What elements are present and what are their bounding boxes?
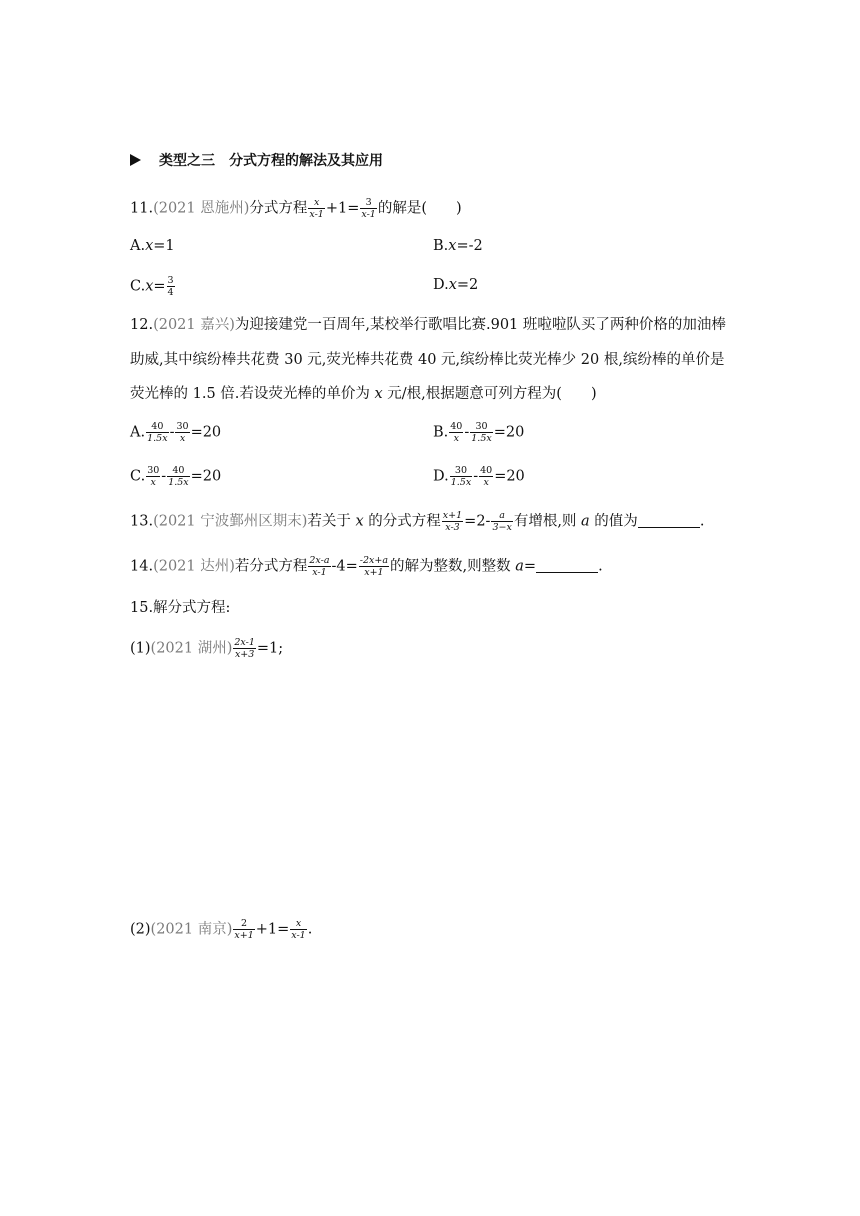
q13-text: 若关于: [307, 513, 356, 530]
operator: -: [473, 468, 479, 485]
option-var: x: [145, 278, 154, 295]
option-fraction: [450, 465, 472, 488]
numerator: 40: [167, 465, 189, 477]
option-label: B.: [433, 424, 449, 441]
part-label: (1): [130, 640, 151, 657]
numerator: 3: [167, 275, 174, 286]
q13-number: 13.: [130, 513, 154, 530]
q14-text: 若分式方程: [234, 558, 308, 575]
q11-text: 分式方程: [249, 200, 308, 217]
option-fraction: [470, 421, 492, 444]
denominator: x-1: [361, 209, 376, 220]
option-var: x: [448, 277, 457, 293]
option-var: x: [145, 238, 154, 254]
denominator: x-1: [309, 209, 324, 220]
option-fraction: [146, 465, 160, 488]
numerator: a: [491, 510, 512, 522]
numerator: 40: [146, 421, 168, 433]
q12-option-c: [130, 465, 221, 488]
q11-source: (2021 恩施州): [153, 200, 250, 217]
option-label: C.: [130, 278, 146, 295]
q11-text-end: 的解是( ): [377, 200, 462, 217]
option-value: =1: [153, 238, 175, 254]
section-heading: [130, 150, 383, 170]
question-12-line-3: [130, 384, 597, 404]
question-13: [130, 510, 704, 533]
numerator: 30: [450, 465, 472, 477]
denominator: x: [483, 477, 489, 488]
q14-var: a: [515, 558, 524, 575]
q14-text: 的解为整数,则整数: [390, 558, 516, 575]
denominator: x+1: [234, 930, 254, 941]
q11-number: 11.: [130, 200, 154, 217]
q13-fraction-2: [491, 510, 512, 533]
numerator: 30: [176, 421, 189, 432]
q12-text: 荧光棒的 1.5 倍.若设荧光棒的单价为: [130, 386, 375, 402]
numerator: 30: [147, 465, 160, 476]
denominator: x+3: [234, 649, 255, 660]
q13-text: 的值为: [589, 513, 638, 530]
denominator: x-1: [291, 930, 306, 941]
q12-option-d: [433, 465, 525, 488]
section-title: 类型之三 分式方程的解法及其应用: [159, 153, 383, 169]
option-fraction: [167, 465, 189, 488]
question-14: [130, 555, 603, 578]
question-15-title: 15.解分式方程:: [130, 600, 231, 616]
option-label: D.: [433, 277, 449, 293]
numerator: 3: [360, 197, 376, 209]
denominator: 1.5x: [168, 477, 189, 488]
operator: -: [169, 424, 175, 441]
option-label: B.: [433, 238, 449, 254]
denominator: x: [150, 477, 156, 488]
part-fraction: [290, 918, 306, 941]
question-12-line-1: [130, 315, 726, 335]
option-fraction: [167, 275, 175, 298]
q12-var: x: [374, 386, 383, 402]
q13-fraction-1: [442, 510, 463, 533]
q11-option-b: [433, 236, 483, 256]
option-fraction: [175, 421, 189, 444]
option-value: =2: [456, 277, 479, 293]
option-var: x: [448, 238, 457, 254]
q12-text-end: 元/根,根据题意可列方程为( ): [382, 386, 597, 402]
question-15-part-2: [130, 918, 312, 941]
q12-option-b: [433, 421, 524, 444]
numerator: 30: [470, 421, 492, 433]
q11-option-d: [433, 275, 478, 295]
option-rhs: =20: [190, 468, 222, 485]
q13-source: (2021 宁波鄞州区期末): [153, 513, 308, 530]
numerator: 40: [450, 421, 463, 432]
part-fraction: [233, 918, 254, 941]
numerator: x: [308, 197, 324, 209]
denominator: x-1: [312, 567, 327, 578]
answer-blank[interactable]: [536, 558, 598, 573]
option-rhs: =20: [494, 468, 525, 485]
part-end: .: [307, 921, 313, 938]
play-triangle-icon: [130, 154, 141, 166]
part-rhs: =1;: [256, 640, 284, 657]
q14-source: (2021 达州): [153, 558, 235, 575]
option-eq: =: [153, 278, 166, 295]
q13-var: x: [355, 513, 364, 530]
question-15-part-1: [130, 637, 283, 660]
q13-text: 有增根,则: [513, 513, 582, 530]
q11-fraction-1: [308, 197, 324, 220]
q13-end: .: [699, 513, 705, 530]
q11-fraction-2: [360, 197, 376, 220]
denominator: 1.5x: [147, 433, 168, 444]
part-label: (2): [130, 921, 151, 938]
part-source: (2021 湖州): [150, 640, 233, 657]
question-11: [130, 197, 462, 220]
option-label: C.: [130, 468, 146, 485]
q14-fraction-2: [359, 555, 389, 578]
q11-option-c: [130, 275, 176, 298]
q13-operator: =2-: [464, 513, 491, 530]
q13-var: a: [581, 513, 590, 530]
option-label: A.: [130, 424, 146, 441]
answer-blank[interactable]: [638, 513, 700, 528]
numerator: -2x+a: [359, 555, 389, 566]
numerator: 2x-a: [309, 555, 330, 566]
q12-option-a: [130, 421, 221, 444]
part-fraction: [233, 637, 256, 660]
numerator: 2: [233, 918, 254, 930]
denominator: 1.5x: [450, 477, 472, 488]
option-label: A.: [130, 238, 146, 254]
option-label: D.: [433, 468, 449, 485]
q14-end: .: [598, 558, 603, 575]
denominator: 3−x: [492, 522, 512, 533]
option-rhs: =20: [493, 424, 525, 441]
q12-text: 为迎接建党一百周年,某校举行歌唱比赛.901 班啦啦队买了两种价格的加油棒: [234, 317, 726, 333]
denominator: 1.5x: [471, 433, 492, 444]
operator: -: [464, 424, 470, 441]
option-fraction: [449, 421, 463, 444]
option-fraction: [146, 421, 168, 444]
q12-number: 12.: [130, 317, 154, 333]
q13-text: 的分式方程: [363, 513, 441, 530]
numerator: 40: [480, 465, 493, 476]
denominator: 4: [167, 287, 174, 298]
numerator: 2x-1: [234, 637, 255, 648]
question-12-line-2: 助威,其中缤纷棒共花费 30 元,荧光棒共花费 40 元,缤纷棒比荧光棒少 20 根,缤纷棒的单价是: [130, 352, 725, 368]
denominator: x+1: [364, 567, 384, 578]
numerator: x: [290, 918, 306, 930]
denominator: x: [453, 433, 459, 444]
part-operator: +1=: [255, 921, 290, 938]
q14-operator: -4=: [331, 558, 358, 575]
option-value: =-2: [456, 238, 483, 254]
q11-operator: +1=: [325, 200, 360, 217]
option-fraction: [479, 465, 493, 488]
part-source: (2021 南京): [150, 921, 233, 938]
denominator: x: [179, 433, 186, 444]
q14-number: 14.: [130, 558, 154, 575]
denominator: x-3: [445, 522, 460, 533]
operator: -: [161, 468, 167, 485]
option-rhs: =20: [190, 424, 222, 441]
q14-fraction-1: [308, 555, 330, 578]
q14-text: =: [523, 558, 537, 575]
numerator: x+1: [442, 510, 463, 521]
q11-option-a: [130, 236, 175, 256]
q12-source: (2021 嘉兴): [153, 317, 235, 333]
